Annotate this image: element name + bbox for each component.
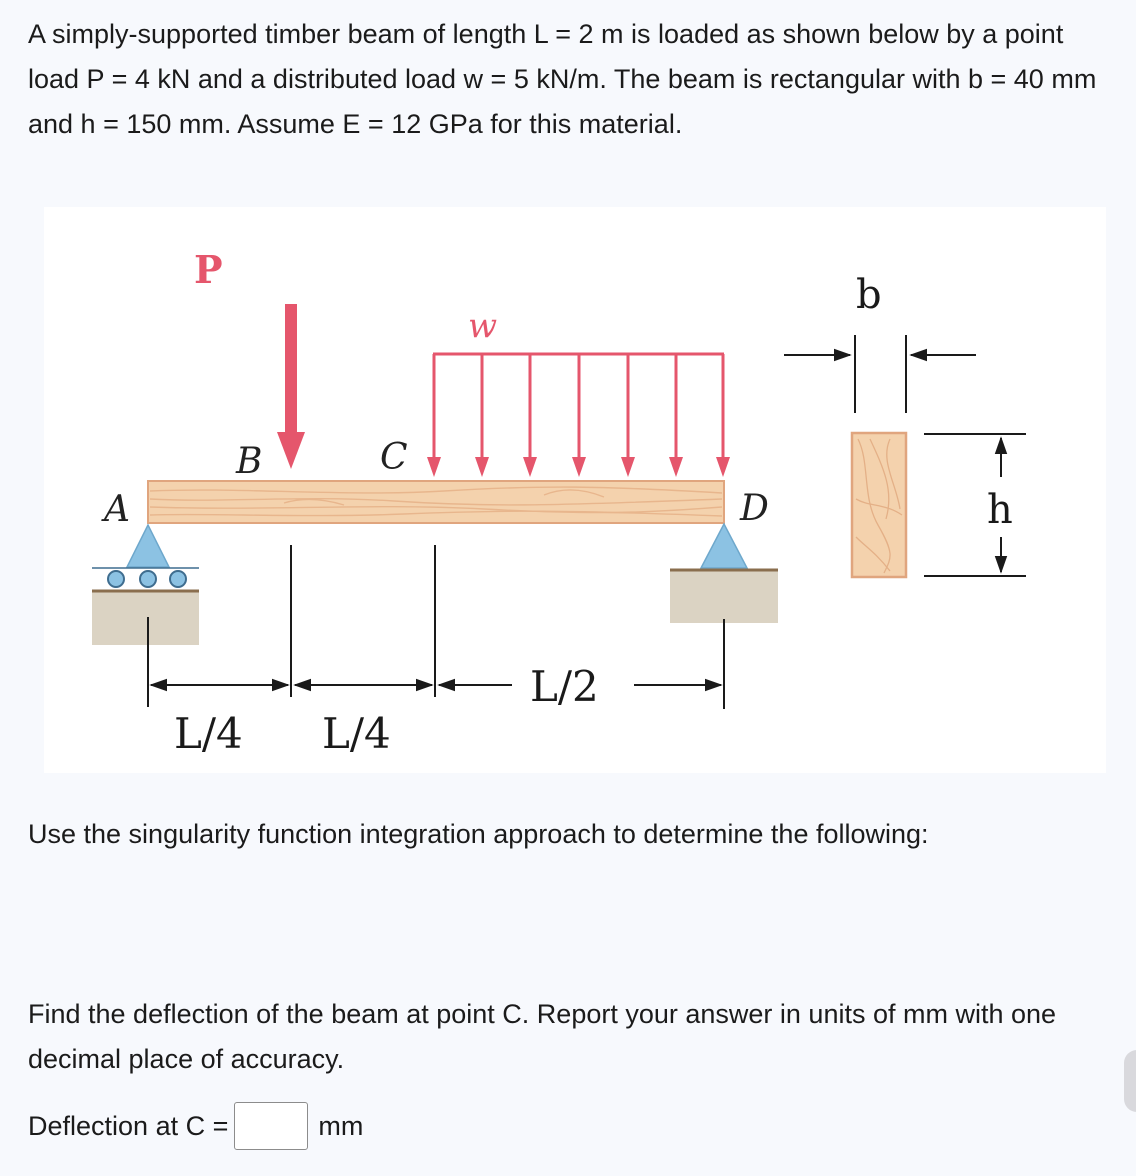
point-load-arrow (277, 304, 305, 469)
distributed-load (427, 354, 730, 477)
dim-ab-label: L/4 (174, 709, 243, 758)
pin-support (670, 524, 778, 623)
cross-section (852, 433, 906, 577)
point-c-label: C (380, 437, 408, 478)
point-b-label: B (236, 441, 263, 482)
answer-row (28, 1099, 363, 1153)
scroll-handle[interactable] (1124, 1050, 1136, 1112)
deflection-answer-input[interactable] (234, 1102, 308, 1150)
point-load-label: P (194, 247, 223, 292)
point-a-label: A (104, 489, 130, 530)
section-height-label: h (987, 487, 1013, 533)
question-text: Find the deflection of the beam at point C. Report your answer in units of mm with one decimal place of accuracy. (28, 999, 1057, 1074)
dim-bc-label: L/4 (322, 709, 391, 758)
dim-cd-label: L/2 (530, 662, 599, 711)
dimension-lines (148, 545, 724, 709)
point-d-label: D (740, 488, 769, 529)
problem-statement: A simply-supported timber beam of length L = 2 m is loaded as shown below by a point load P = 4 kN and a distributed load w = 5 kN/m. The beam is rectangular with b = 40 mm and h = 150 mm. Assume E = 12 GPa for this material. (28, 19, 1097, 139)
roller-support (92, 525, 199, 645)
answer-label: Deflection at C = (28, 1110, 229, 1141)
beam-figure (44, 207, 1106, 773)
timber-beam (148, 481, 724, 523)
instructions-text: Use the singularity function integration approach to determine the following: (28, 819, 929, 849)
answer-unit: mm (318, 1110, 364, 1141)
section-width-label: b (856, 272, 882, 318)
distributed-load-label: w (468, 306, 498, 346)
